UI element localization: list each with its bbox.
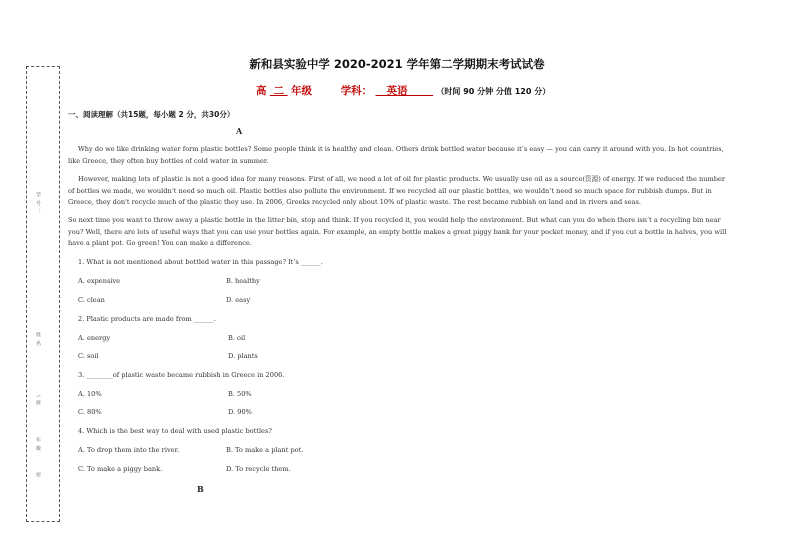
question-2-option-c: C. soil [78,352,99,360]
question-3-option-d: D. 90% [228,408,252,416]
exam-subheader [256,83,550,98]
name-label: 姓 名 [35,332,41,347]
question-4-option-b: B. To make a plant pot. [226,446,304,454]
question-3-option-a: A. 10% [78,390,102,398]
question-4-option-c: C. To make a piggy bank. [78,465,163,473]
question-1-stem: 1. What is not mentioned about bottled water in this passage? It’s ______. [78,258,323,266]
question-4-option-a: A. To drop them into the river. [78,446,180,454]
subject-value: 英语 [386,85,408,97]
question-4-option-d: D. To recycle them. [226,465,291,473]
subject-label: 学科： [340,85,373,97]
question-1-option-d: D. easy [226,296,251,304]
passage-a-paragraph-3: So next time you want to throw away a plastic bottle in the litter bin, stop and think. If you recycled it, you would help the environment. But what can you do when there isn’t a recycling bin near you? Well, there are lots of useful ways that you can use your bottles again. For example, an empty bottle makes a great piggy bank for your pocket money, and if you cut a bottle in halves, you will have a plant pot. Go green! You can make a difference. [68,216,727,247]
seal-label: 密 [35,472,41,478]
grade-suffix: 年级 [291,85,312,97]
question-3-stem: 3. ________of plastic waste became rubbish in Greece in 2006. [78,371,285,379]
passage-a-paragraph-1: Why do we like drinking water form plastic bottles? Some people think it is healthy and clean. Others drink bottled water because it’s easy — you can carry it around with you. In hot countries, like Greece, they often buy bottles of cold water in summer. [68,145,724,165]
question-2-option-a: A. energy [78,334,111,342]
question-3-option-c: C. 80% [78,408,102,416]
question-4-stem: 4. Which is the best way to deal with used plastic bottles? [78,427,272,435]
question-1-option-a: A. expensive [78,277,121,285]
binding-margin [26,66,60,522]
question-1-option-b: B. healthy [226,277,260,285]
passage-a-paragraph-2: However, making lots of plastic is not a good idea for many reasons. First of all, we need a lot of oil for plastic products. We usually use oil as a source(资源) of energy. If we reduced the number of bottles we made, we wouldn’t need so much oil. Plastic bottles also pollute the environment. If we recycled all our plastic bottles, we wouldn’t need so much space for rubbish dumps. But in Greece, they don't recycle much of the plastic they use. In 2006, Greeks recycled only about 10% of plastic waste. The rest became rubbish on land and in rivers and seas. [68,175,726,206]
question-2-stem: 2. Plastic products are made from ______. [78,315,216,323]
grade-value: 二 [273,85,284,97]
exam-title: 新和县实验中学 2020-2021 学年第二学期期末考试试卷 [249,57,545,71]
exam-note: （时间 90 分钟 分值 120 分） [436,87,551,96]
passage-a-label: A [236,126,243,136]
grade-label: 年 级 [35,437,41,452]
question-2-option-d: D. plants [228,352,258,360]
class-label: \ 班 [35,395,41,407]
student-id-label: 学 号 ： [35,192,41,216]
passage-b-label: B [197,484,204,494]
question-1-option-c: C. clean [78,296,105,304]
question-2-option-b: B. oil [228,334,246,342]
section-heading: 一、阅读理解（共15题，每小题 2 分，共30分） [68,110,235,119]
grade-prefix: 高 [256,85,267,97]
question-3-option-b: B. 50% [228,390,252,398]
